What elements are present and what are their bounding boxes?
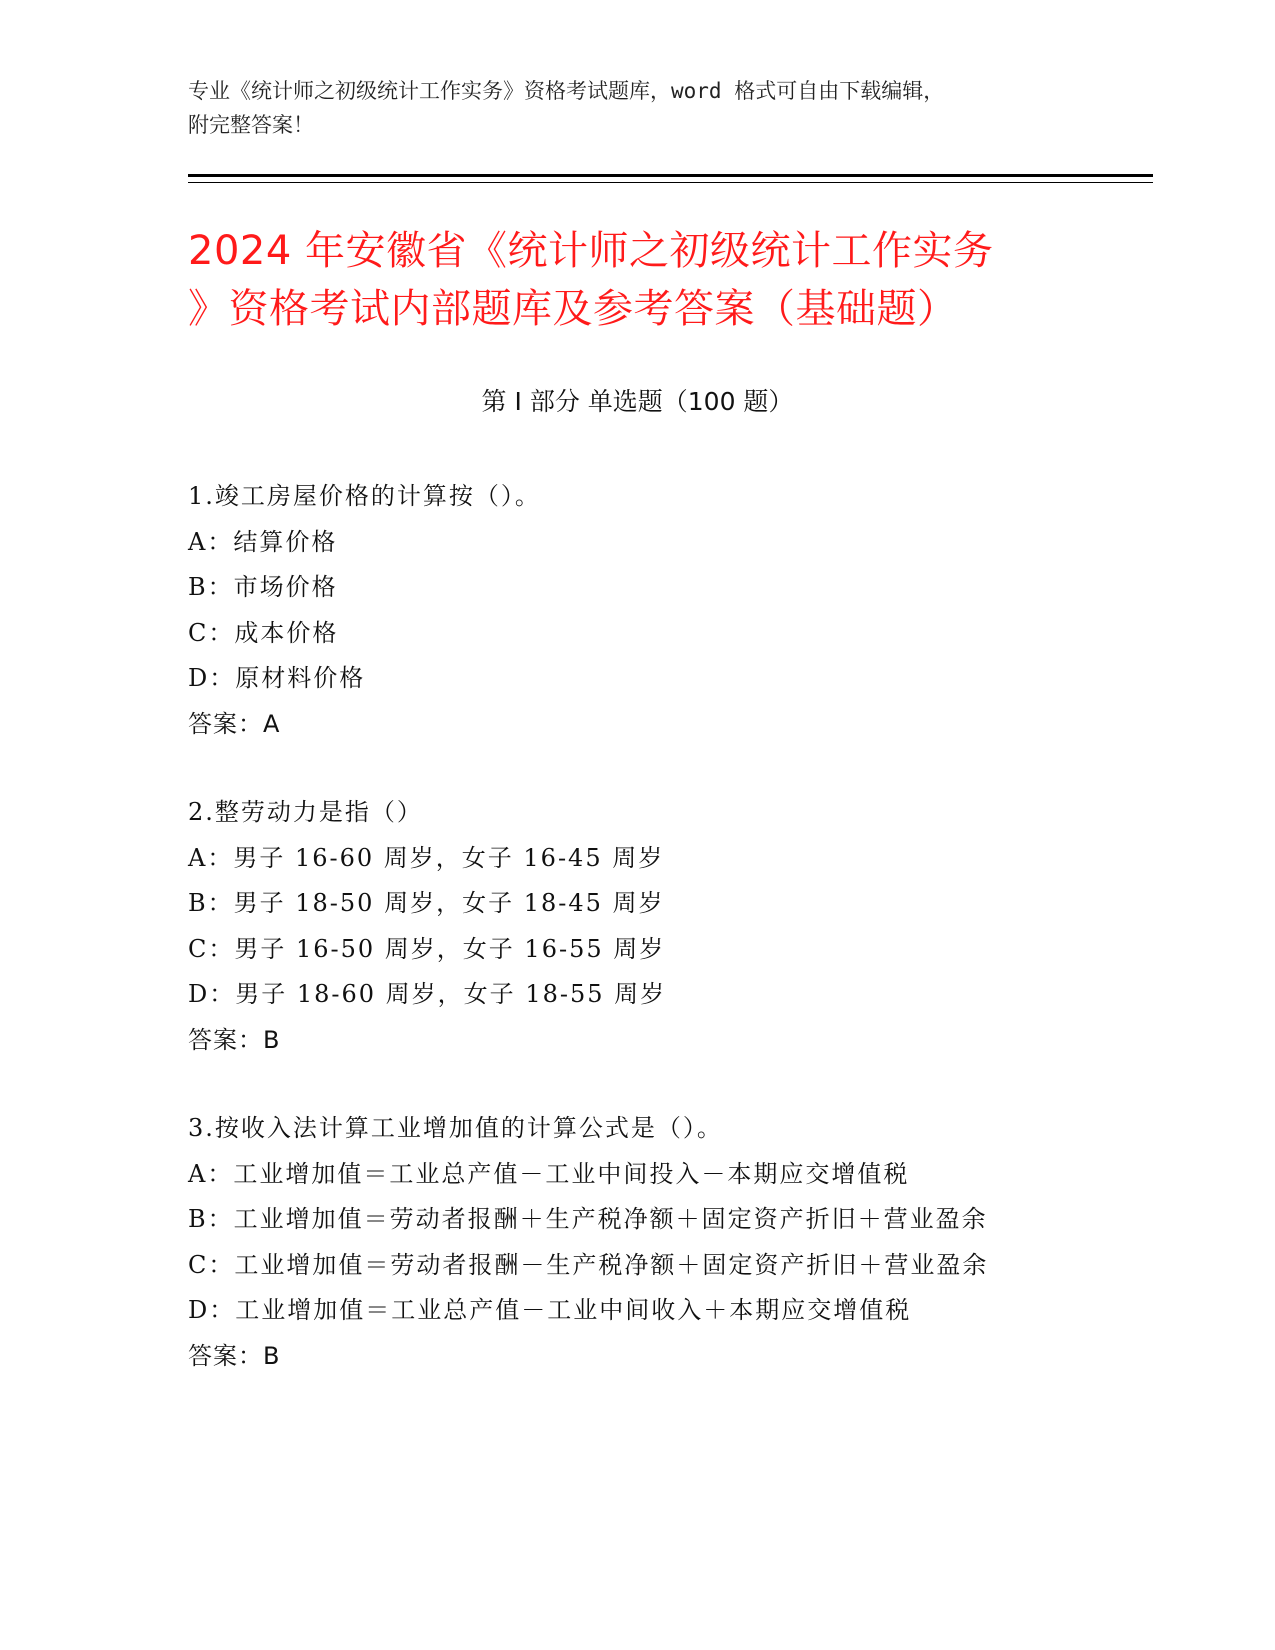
document-title: [188, 222, 1088, 338]
option-d: D：原材料价格: [188, 664, 366, 692]
answer: 答案：B: [188, 1025, 281, 1054]
answer: 答案：B: [188, 1341, 281, 1370]
option-c: C：成本价格: [188, 618, 339, 647]
question-stem: 1.竣工房屋价格的计算按（）。: [188, 482, 541, 510]
header-note-line-2: 附完整答案！: [188, 113, 314, 137]
question-1: [188, 474, 1148, 747]
header-divider-thick: [188, 174, 1153, 177]
answer: 答案：A: [188, 709, 281, 738]
header-note-line-1: 专业《统计师之初级统计工作实务》资格考试题库，word 格式可自由下载编辑，: [188, 79, 945, 103]
option-c: C：工业增加值＝劳动者报酬－生产税净额＋固定资产折旧＋营业盈余: [188, 1250, 989, 1279]
option-d: D：男子 18-60 周岁，女子 18-55 周岁: [188, 980, 667, 1008]
option-c: C：男子 16-50 周岁，女子 16-55 周岁: [188, 934, 666, 963]
option-a: A：工业增加值＝工业总产值－工业中间投入－本期应交增值税: [188, 1159, 910, 1188]
option-b: B：工业增加值＝劳动者报酬＋生产税净额＋固定资产折旧＋营业盈余: [188, 1205, 988, 1233]
option-a: A：结算价格: [188, 527, 338, 556]
question-2: [188, 790, 1148, 1063]
option-b: B：市场价格: [188, 573, 338, 601]
document-title-line-1: 2024 年安徽省《统计师之初级统计工作实务: [188, 228, 994, 274]
option-d: D：工业增加值＝工业总产值－工业中间收入＋本期应交增值税: [188, 1296, 912, 1324]
question-list: [188, 474, 1148, 1422]
option-b: B：男子 18-50 周岁，女子 18-45 周岁: [188, 889, 665, 917]
section-heading: 第 I 部分 单选题（100 题）: [481, 387, 794, 416]
header-note: [188, 74, 1088, 142]
header-divider-thin: [188, 182, 1153, 183]
document-title-line-2: 》资格考试内部题库及参考答案（基础题）: [188, 286, 958, 332]
question-stem: 3.按收入法计算工业增加值的计算公式是（）。: [188, 1114, 723, 1142]
option-a: A：男子 16-60 周岁，女子 16-45 周岁: [188, 843, 665, 872]
question-3: [188, 1106, 1148, 1379]
question-stem: 2.整劳动力是指（）: [188, 798, 423, 826]
